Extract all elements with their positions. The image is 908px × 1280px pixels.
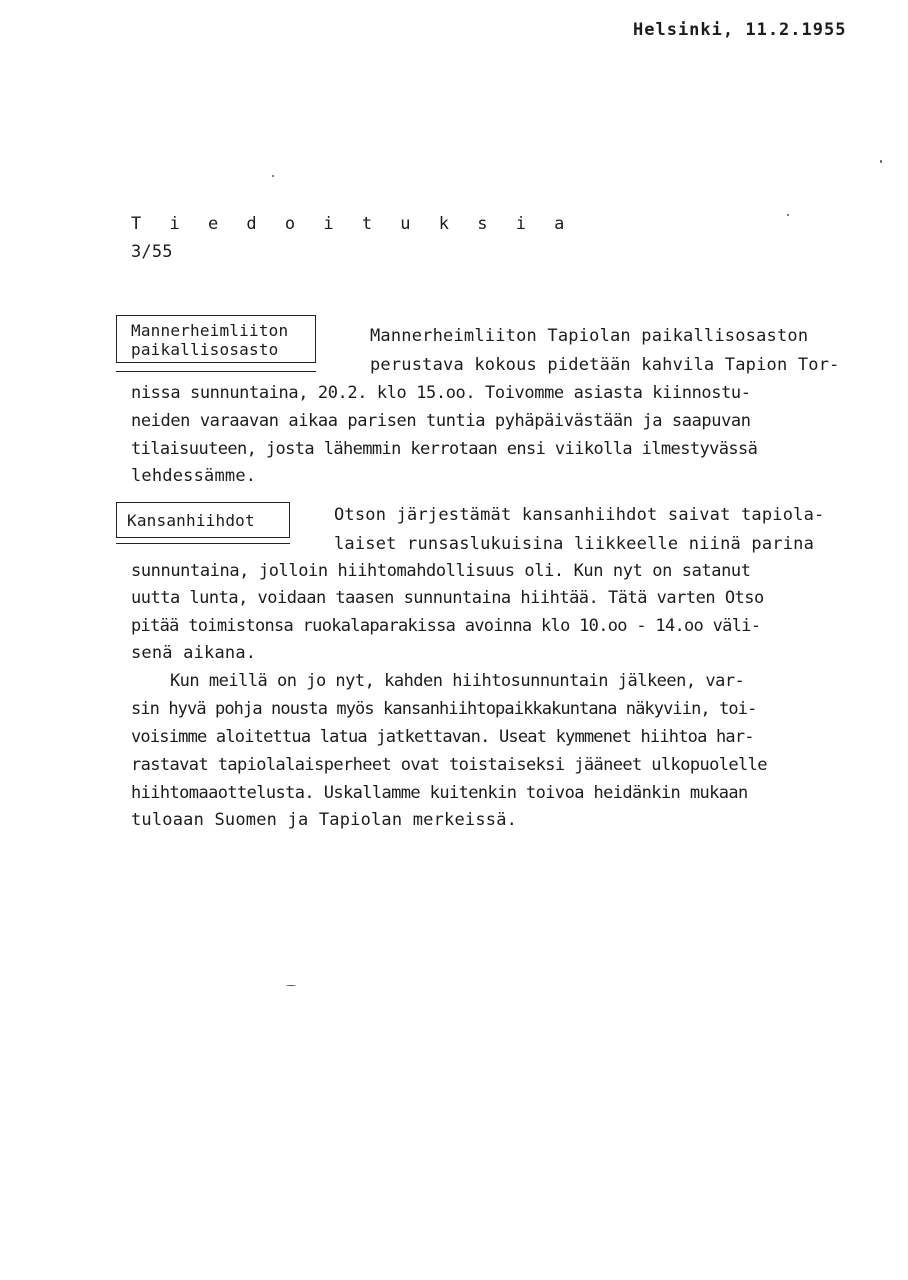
label-underline bbox=[116, 543, 290, 544]
section2-line4: uutta lunta, voidaan taasen sunnuntaina hiihtää. Tätä varten Otso bbox=[131, 588, 764, 608]
section2-line8: sin hyvä pohja nousta myös kansanhiihtopaikkakuntana näkyviin, toi- bbox=[131, 699, 757, 719]
paper-speck bbox=[272, 175, 274, 177]
section2-line12: tuloaan Suomen ja Tapiolan merkeissä. bbox=[131, 810, 518, 830]
section1-line6: lehdessämme. bbox=[131, 466, 257, 486]
section2-line6: senä aikana. bbox=[131, 643, 257, 663]
place-date: Helsinki, 11.2.1955 bbox=[633, 20, 847, 40]
section2-line9: voisimme aloitettua latua jatkettavan. Useat kymmenet hiihtoa har- bbox=[131, 727, 754, 747]
section-label-line1: Mannerheimliiton bbox=[131, 321, 289, 340]
section-label-box-mannerheimliitto bbox=[116, 315, 316, 363]
section2-line2: laiset runsaslukuisina liikkeelle niinä parina bbox=[334, 534, 815, 554]
page-title: T i e d o i t u k s i a bbox=[131, 214, 574, 234]
section2-line5: pitää toimistonsa ruokalaparakissa avoinna klo 10.oo - 14.oo väli- bbox=[131, 616, 761, 636]
section-label: Kansanhiihdot bbox=[127, 511, 255, 530]
paper-speck bbox=[286, 985, 296, 986]
section-label-box-kansanhiihdot bbox=[116, 502, 290, 538]
section2-line11: hiihtomaaottelusta. Uskallamme kuitenkin toivoa heidänkin mukaan bbox=[131, 783, 748, 803]
section1-line2: perustava kokous pidetään kahvila Tapion Tor- bbox=[370, 355, 840, 375]
section1-line5: tilaisuuteen, josta lähemmin kerrotaan ensi viikolla ilmestyvässä bbox=[131, 439, 758, 459]
section2-line3: sunnuntaina, jolloin hiihtomahdollisuus oli. Kun nyt on satanut bbox=[131, 561, 751, 581]
section-label-line2: paikallisosasto bbox=[131, 340, 279, 359]
section2-line7: Kun meillä on jo nyt, kahden hiihtosunnuntain jälkeen, var- bbox=[131, 671, 745, 691]
section1-line3: nissa sunnuntaina, 20.2. klo 15.oo. Toivomme asiasta kiinnostu- bbox=[131, 383, 751, 403]
section2-line10: rastavat tapiolalaisperheet ovat toistaiseksi jääneet ulkopuolelle bbox=[131, 755, 767, 775]
section1-line4: neiden varaavan aikaa parisen tuntia pyhäpäivästään ja saapuvan bbox=[131, 411, 751, 431]
section2-line1: Otson järjestämät kansanhiihdot saivat tapiola- bbox=[334, 505, 825, 525]
paper-speck bbox=[880, 160, 882, 163]
label-underline bbox=[116, 371, 316, 372]
section1-line1: Mannerheimliiton Tapiolan paikallisosaston bbox=[370, 326, 809, 346]
paper-speck bbox=[787, 214, 789, 216]
issue-number: 3/55 bbox=[131, 242, 173, 262]
